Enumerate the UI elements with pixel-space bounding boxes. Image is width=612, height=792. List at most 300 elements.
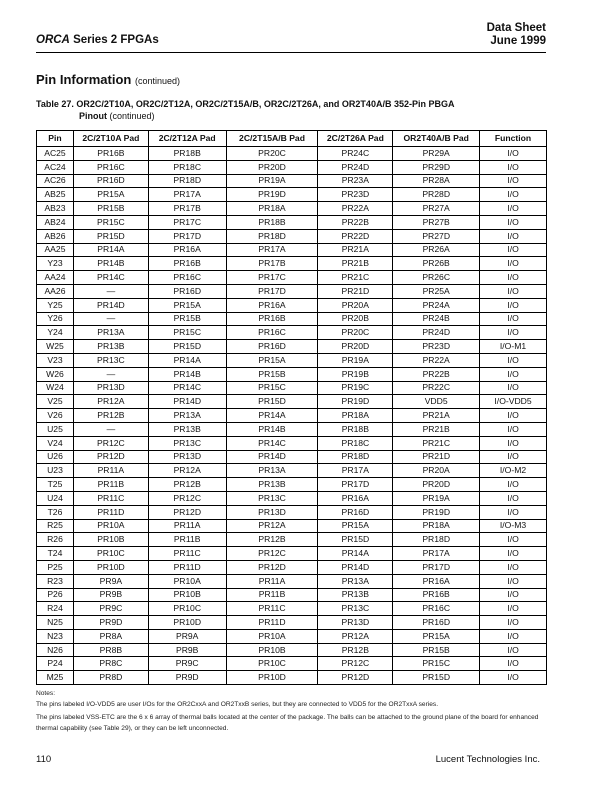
table-cell: PR14C xyxy=(148,381,226,395)
table-cell: PR15C xyxy=(393,657,480,671)
table-cell: I/O xyxy=(480,643,547,657)
table-cell: I/O xyxy=(480,478,547,492)
table-cell: PR9B xyxy=(73,588,148,602)
table-cell: PR15A xyxy=(148,298,226,312)
table-cell: PR14C xyxy=(226,436,318,450)
table-cell: PR12C xyxy=(318,657,393,671)
table-cell: AB25 xyxy=(37,188,74,202)
table-cell: V24 xyxy=(37,436,74,450)
table-cell: PR18D xyxy=(226,229,318,243)
table-cell: PR8A xyxy=(73,629,148,643)
table-cell: PR11A xyxy=(73,464,148,478)
table-cell: — xyxy=(73,284,148,298)
table-cell: PR22D xyxy=(318,229,393,243)
table-cell: PR11B xyxy=(73,478,148,492)
page-number: 110 xyxy=(36,754,52,765)
table-row xyxy=(37,367,547,381)
table-cell: I/O xyxy=(480,160,547,174)
table-cell: PR23D xyxy=(393,340,480,354)
table-cell: R26 xyxy=(37,533,74,547)
table-cell: PR9A xyxy=(73,574,148,588)
table-cell: PR12D xyxy=(73,450,148,464)
table-cell: PR10B xyxy=(73,533,148,547)
table-cell: PR15C xyxy=(226,381,318,395)
table-row xyxy=(37,326,547,340)
table-cell: PR17D xyxy=(393,560,480,574)
table-cell: PR13C xyxy=(318,602,393,616)
table-cell: I/O xyxy=(480,671,547,685)
table-cell: W24 xyxy=(37,381,74,395)
column-header: 2C/2T15A/B Pad xyxy=(226,131,318,147)
table-cell: PR13C xyxy=(148,436,226,450)
table-cell: PR17C xyxy=(148,215,226,229)
table-cell: I/O xyxy=(480,409,547,423)
table-cell: PR15D xyxy=(393,671,480,685)
table-cell: PR13A xyxy=(73,326,148,340)
table-cell: PR12A xyxy=(318,629,393,643)
table-cell: PR10B xyxy=(148,588,226,602)
table-row xyxy=(37,574,547,588)
table-cell: PR18B xyxy=(318,422,393,436)
table-cell: I/O xyxy=(480,533,547,547)
table-cell: PR16A xyxy=(226,298,318,312)
table-cell: I/O xyxy=(480,215,547,229)
table-cell: PR19A xyxy=(393,491,480,505)
table-cell: I/O xyxy=(480,188,547,202)
table-cell: AA26 xyxy=(37,284,74,298)
table-cell: I/O xyxy=(480,381,547,395)
table-row xyxy=(37,450,547,464)
table-cell: PR10D xyxy=(226,671,318,685)
table-cell: PR24A xyxy=(393,298,480,312)
table-cell: — xyxy=(73,422,148,436)
document-series-title xyxy=(36,34,159,46)
table-cell: PR22A xyxy=(393,353,480,367)
table-cell: PR12C xyxy=(73,436,148,450)
table-cell: I/O-M3 xyxy=(480,519,547,533)
table-cell: I/O xyxy=(480,450,547,464)
table-cell: PR13C xyxy=(226,491,318,505)
table-cell: PR29D xyxy=(393,160,480,174)
table-cell: PR17A xyxy=(393,547,480,561)
table-cell: PR12B xyxy=(318,643,393,657)
table-cell: PR24B xyxy=(393,312,480,326)
table-cell: PR16D xyxy=(148,284,226,298)
table-cell: PR16B xyxy=(393,588,480,602)
table-caption xyxy=(36,98,454,122)
table-cell: AA25 xyxy=(37,243,74,257)
table-cell: PR10D xyxy=(148,616,226,630)
table-cell: I/O-M2 xyxy=(480,464,547,478)
table-row xyxy=(37,491,547,505)
table-cell: PR15B xyxy=(393,643,480,657)
table-cell: PR11D xyxy=(73,505,148,519)
table-cell: PR9D xyxy=(73,616,148,630)
table-cell: PR16C xyxy=(148,271,226,285)
table-cell: I/O xyxy=(480,560,547,574)
table-cell: PR29A xyxy=(393,147,480,161)
table-cell: T26 xyxy=(37,505,74,519)
section-title: Pin Information xyxy=(36,72,132,87)
table-cell: PR16C xyxy=(73,160,148,174)
table-cell: I/O xyxy=(480,588,547,602)
table-row xyxy=(37,478,547,492)
table-row xyxy=(37,284,547,298)
table-cell: PR14D xyxy=(318,560,393,574)
table-cell: PR9C xyxy=(73,602,148,616)
table-cell: U24 xyxy=(37,491,74,505)
table-cell: PR23A xyxy=(318,174,393,188)
table-cell: PR21C xyxy=(318,271,393,285)
table-row xyxy=(37,436,547,450)
table-cell: PR11C xyxy=(148,547,226,561)
table-cell: PR21C xyxy=(393,436,480,450)
table-cell: PR27B xyxy=(393,215,480,229)
table-cell: PR14A xyxy=(73,243,148,257)
table-cell: PR19A xyxy=(318,353,393,367)
table-cell: PR22A xyxy=(318,202,393,216)
table-cell: PR9C xyxy=(148,657,226,671)
table-cell: PR21A xyxy=(393,409,480,423)
table-cell: PR18C xyxy=(318,436,393,450)
table-cell: I/O xyxy=(480,174,547,188)
table-cell: PR17D xyxy=(148,229,226,243)
table-cell: PR11B xyxy=(226,588,318,602)
table-cell: W26 xyxy=(37,367,74,381)
table-cell: V25 xyxy=(37,395,74,409)
table-cell: PR8B xyxy=(73,643,148,657)
table-cell: — xyxy=(73,312,148,326)
table-cell: PR13A xyxy=(318,574,393,588)
table-cell: PR12A xyxy=(226,519,318,533)
table-cell: PR18C xyxy=(148,160,226,174)
caption-suffix: (continued) xyxy=(109,111,155,121)
table-cell: PR14A xyxy=(318,547,393,561)
table-cell: PR11A xyxy=(148,519,226,533)
table-cell: PR10A xyxy=(148,574,226,588)
table-cell: I/O xyxy=(480,284,547,298)
table-cell: PR26C xyxy=(393,271,480,285)
table-cell: T24 xyxy=(37,547,74,561)
table-row xyxy=(37,353,547,367)
table-cell: PR10A xyxy=(73,519,148,533)
table-cell: AA24 xyxy=(37,271,74,285)
table-row xyxy=(37,533,547,547)
header-divider xyxy=(36,52,546,53)
table-cell: PR13A xyxy=(226,464,318,478)
table-cell: PR13A xyxy=(148,409,226,423)
table-cell: I/O xyxy=(480,491,547,505)
table-cell: U23 xyxy=(37,464,74,478)
table-cell: PR9A xyxy=(148,629,226,643)
table-cell: U26 xyxy=(37,450,74,464)
table-cell: AB24 xyxy=(37,215,74,229)
table-cell: PR22B xyxy=(318,215,393,229)
table-cell: PR18B xyxy=(148,147,226,161)
table-cell: PR28A xyxy=(393,174,480,188)
column-header: 2C/2T12A Pad xyxy=(148,131,226,147)
table-cell: PR21A xyxy=(318,243,393,257)
table-cell: PR12C xyxy=(226,547,318,561)
table-row xyxy=(37,160,547,174)
table-cell: PR10C xyxy=(148,602,226,616)
table-cell: N26 xyxy=(37,643,74,657)
document-meta xyxy=(487,22,546,48)
column-header: OR2T40A/B Pad xyxy=(393,131,480,147)
table-cell: I/O xyxy=(480,657,547,671)
table-cell: PR24D xyxy=(393,326,480,340)
table-cell: PR17C xyxy=(226,271,318,285)
section-suffix: (continued) xyxy=(134,76,180,86)
table-cell: PR18B xyxy=(226,215,318,229)
table-cell: PR14A xyxy=(148,353,226,367)
table-cell: R24 xyxy=(37,602,74,616)
table-cell: PR19D xyxy=(226,188,318,202)
table-cell: PR9B xyxy=(148,643,226,657)
table-row xyxy=(37,243,547,257)
table-cell: Y24 xyxy=(37,326,74,340)
table-cell: M25 xyxy=(37,671,74,685)
table-row xyxy=(37,588,547,602)
table-cell: N23 xyxy=(37,629,74,643)
column-header: Pin xyxy=(37,131,74,147)
table-cell: PR20C xyxy=(318,326,393,340)
table-cell: PR11C xyxy=(226,602,318,616)
table-row xyxy=(37,257,547,271)
section-heading xyxy=(36,72,180,87)
table-row xyxy=(37,616,547,630)
table-cell: PR18D xyxy=(148,174,226,188)
table-cell: I/O xyxy=(480,547,547,561)
table-cell: PR13D xyxy=(73,381,148,395)
table-cell: PR23D xyxy=(318,188,393,202)
table-cell: PR14D xyxy=(73,298,148,312)
table-cell: Y23 xyxy=(37,257,74,271)
table-cell: PR20A xyxy=(318,298,393,312)
table-cell: PR15D xyxy=(73,229,148,243)
table-cell: P25 xyxy=(37,560,74,574)
table-cell: PR21B xyxy=(318,257,393,271)
table-cell: PR16C xyxy=(226,326,318,340)
table-cell: PR12D xyxy=(318,671,393,685)
table-cell: PR17B xyxy=(148,202,226,216)
column-header: 2C/2T26A Pad xyxy=(318,131,393,147)
table-cell: PR16D xyxy=(393,616,480,630)
table-cell: PR24D xyxy=(318,160,393,174)
table-cell: PR28D xyxy=(393,188,480,202)
table-cell: PR22C xyxy=(393,381,480,395)
table-cell: PR15A xyxy=(73,188,148,202)
table-cell: AB23 xyxy=(37,202,74,216)
table-cell: PR13D xyxy=(226,505,318,519)
table-cell: I/O-VDD5 xyxy=(480,395,547,409)
table-cell: I/O xyxy=(480,436,547,450)
table-row xyxy=(37,202,547,216)
table-cell: PR16D xyxy=(226,340,318,354)
table-cell: AC25 xyxy=(37,147,74,161)
table-row xyxy=(37,147,547,161)
table-cell: PR10A xyxy=(226,629,318,643)
table-row xyxy=(37,560,547,574)
table-cell: R23 xyxy=(37,574,74,588)
table-cell: PR16B xyxy=(148,257,226,271)
table-cell: PR10B xyxy=(226,643,318,657)
table-cell: PR17D xyxy=(226,284,318,298)
table-cell: PR19D xyxy=(318,395,393,409)
table-cell: PR15B xyxy=(148,312,226,326)
table-cell: PR9D xyxy=(148,671,226,685)
table-row xyxy=(37,312,547,326)
table-cell: PR8C xyxy=(73,657,148,671)
table-cell: PR19A xyxy=(226,174,318,188)
note-item: The pins labeled VSS-ETC are the 6 x 6 array of thermal balls located at the center of the package. The balls can be attached to the ground plane of the board for enhanced thermal capability (see Table 29), or they can be left unconnected. xyxy=(36,714,539,732)
table-row xyxy=(37,298,547,312)
table-cell: I/O xyxy=(480,202,547,216)
table-cell: AC24 xyxy=(37,160,74,174)
table-cell: PR25A xyxy=(393,284,480,298)
table-cell: PR18D xyxy=(393,533,480,547)
table-cell: PR27A xyxy=(393,202,480,216)
table-cell: PR20D xyxy=(226,160,318,174)
table-cell: W25 xyxy=(37,340,74,354)
notes-label: Notes: xyxy=(36,690,56,697)
table-cell: PR14B xyxy=(148,367,226,381)
table-cell: PR12D xyxy=(226,560,318,574)
table-cell: PR16C xyxy=(393,602,480,616)
table-cell: PR13B xyxy=(318,588,393,602)
table-cell: PR11A xyxy=(226,574,318,588)
table-cell: PR11C xyxy=(73,491,148,505)
table-row xyxy=(37,340,547,354)
table-row xyxy=(37,188,547,202)
table-cell: PR12D xyxy=(148,505,226,519)
table-cell: PR20B xyxy=(318,312,393,326)
table-row xyxy=(37,395,547,409)
table-cell: PR11D xyxy=(148,560,226,574)
table-cell: PR16B xyxy=(73,147,148,161)
table-cell: PR10C xyxy=(226,657,318,671)
table-row xyxy=(37,464,547,478)
table-cell: PR16B xyxy=(226,312,318,326)
table-row xyxy=(37,229,547,243)
table-cell: I/O xyxy=(480,271,547,285)
table-cell: P26 xyxy=(37,588,74,602)
table-cell: PR26A xyxy=(393,243,480,257)
table-cell: R25 xyxy=(37,519,74,533)
table-cell: PR13B xyxy=(73,340,148,354)
table-cell: PR16D xyxy=(318,505,393,519)
table-cell: PR19C xyxy=(318,381,393,395)
table-cell: T25 xyxy=(37,478,74,492)
table-cell: I/O xyxy=(480,243,547,257)
table-cell: PR20C xyxy=(226,147,318,161)
table-cell: I/O xyxy=(480,505,547,519)
table-cell: I/O xyxy=(480,616,547,630)
table-cell: PR21D xyxy=(318,284,393,298)
table-cell: PR18D xyxy=(318,450,393,464)
table-cell: PR26B xyxy=(393,257,480,271)
table-cell: PR13B xyxy=(226,478,318,492)
table-cell: VDD5 xyxy=(393,395,480,409)
table-cell: PR20A xyxy=(393,464,480,478)
table-cell: I/O-M1 xyxy=(480,340,547,354)
note-item: The pins labeled I/O-VDD5 are user I/Os for the OR2CxxA and OR2TxxB series, but they are connected to VDD5 for the OR2TxxA series. xyxy=(36,700,439,708)
doc-type: Data Sheet xyxy=(486,22,546,34)
table-cell: I/O xyxy=(480,229,547,243)
table-cell: I/O xyxy=(480,298,547,312)
column-header: 2C/2T10A Pad xyxy=(73,131,148,147)
table-row xyxy=(37,643,547,657)
caption-line-1: Table 27. OR2C/2T10A, OR2C/2T12A, OR2C/2T15A/B, OR2C/2T26A, and OR2T40A/B 352-Pin PBGA xyxy=(36,99,455,109)
table-cell: PR11B xyxy=(148,533,226,547)
table-cell: Y25 xyxy=(37,298,74,312)
table-cell: I/O xyxy=(480,602,547,616)
table-cell: PR12B xyxy=(226,533,318,547)
table-cell: PR19D xyxy=(393,505,480,519)
table-cell: I/O xyxy=(480,422,547,436)
table-cell: PR19B xyxy=(318,367,393,381)
table-cell: PR12A xyxy=(73,395,148,409)
table-cell: PR17B xyxy=(226,257,318,271)
table-cell: PR16A xyxy=(318,491,393,505)
table-cell: PR10C xyxy=(73,547,148,561)
table-cell: I/O xyxy=(480,367,547,381)
table-row xyxy=(37,409,547,423)
table-row xyxy=(37,174,547,188)
table-cell: PR18A xyxy=(393,519,480,533)
table-row xyxy=(37,602,547,616)
table-cell: PR13B xyxy=(148,422,226,436)
table-cell: PR16D xyxy=(73,174,148,188)
table-cell: PR15A xyxy=(226,353,318,367)
table-row xyxy=(37,271,547,285)
series-name: Series 2 FPGAs xyxy=(69,34,159,46)
table-cell: PR15A xyxy=(318,519,393,533)
table-cell: PR21D xyxy=(393,450,480,464)
table-row xyxy=(37,671,547,685)
table-cell: PR15D xyxy=(226,395,318,409)
table-cell: PR18A xyxy=(318,409,393,423)
table-row xyxy=(37,519,547,533)
table-cell: PR18A xyxy=(226,202,318,216)
table-cell: PR17A xyxy=(318,464,393,478)
table-cell: PR15C xyxy=(73,215,148,229)
table-cell: PR14D xyxy=(148,395,226,409)
table-cell: PR21B xyxy=(393,422,480,436)
table-cell: I/O xyxy=(480,353,547,367)
column-header: Function xyxy=(480,131,547,147)
table-cell: PR13C xyxy=(73,353,148,367)
table-cell: PR15B xyxy=(73,202,148,216)
table-cell: PR16A xyxy=(148,243,226,257)
table-row xyxy=(37,381,547,395)
table-cell: I/O xyxy=(480,629,547,643)
table-cell: PR12B xyxy=(148,478,226,492)
table-cell: PR12A xyxy=(148,464,226,478)
table-cell: N25 xyxy=(37,616,74,630)
table-row xyxy=(37,505,547,519)
table-cell: PR15C xyxy=(148,326,226,340)
table-cell: PR17A xyxy=(226,243,318,257)
doc-date: June 1999 xyxy=(490,35,546,47)
table-cell: PR14A xyxy=(226,409,318,423)
table-cell: PR20D xyxy=(393,478,480,492)
table-cell: I/O xyxy=(480,574,547,588)
table-cell: V26 xyxy=(37,409,74,423)
table-cell: PR27D xyxy=(393,229,480,243)
caption-pinout: Pinout xyxy=(79,111,107,121)
table-cell: PR14C xyxy=(73,271,148,285)
